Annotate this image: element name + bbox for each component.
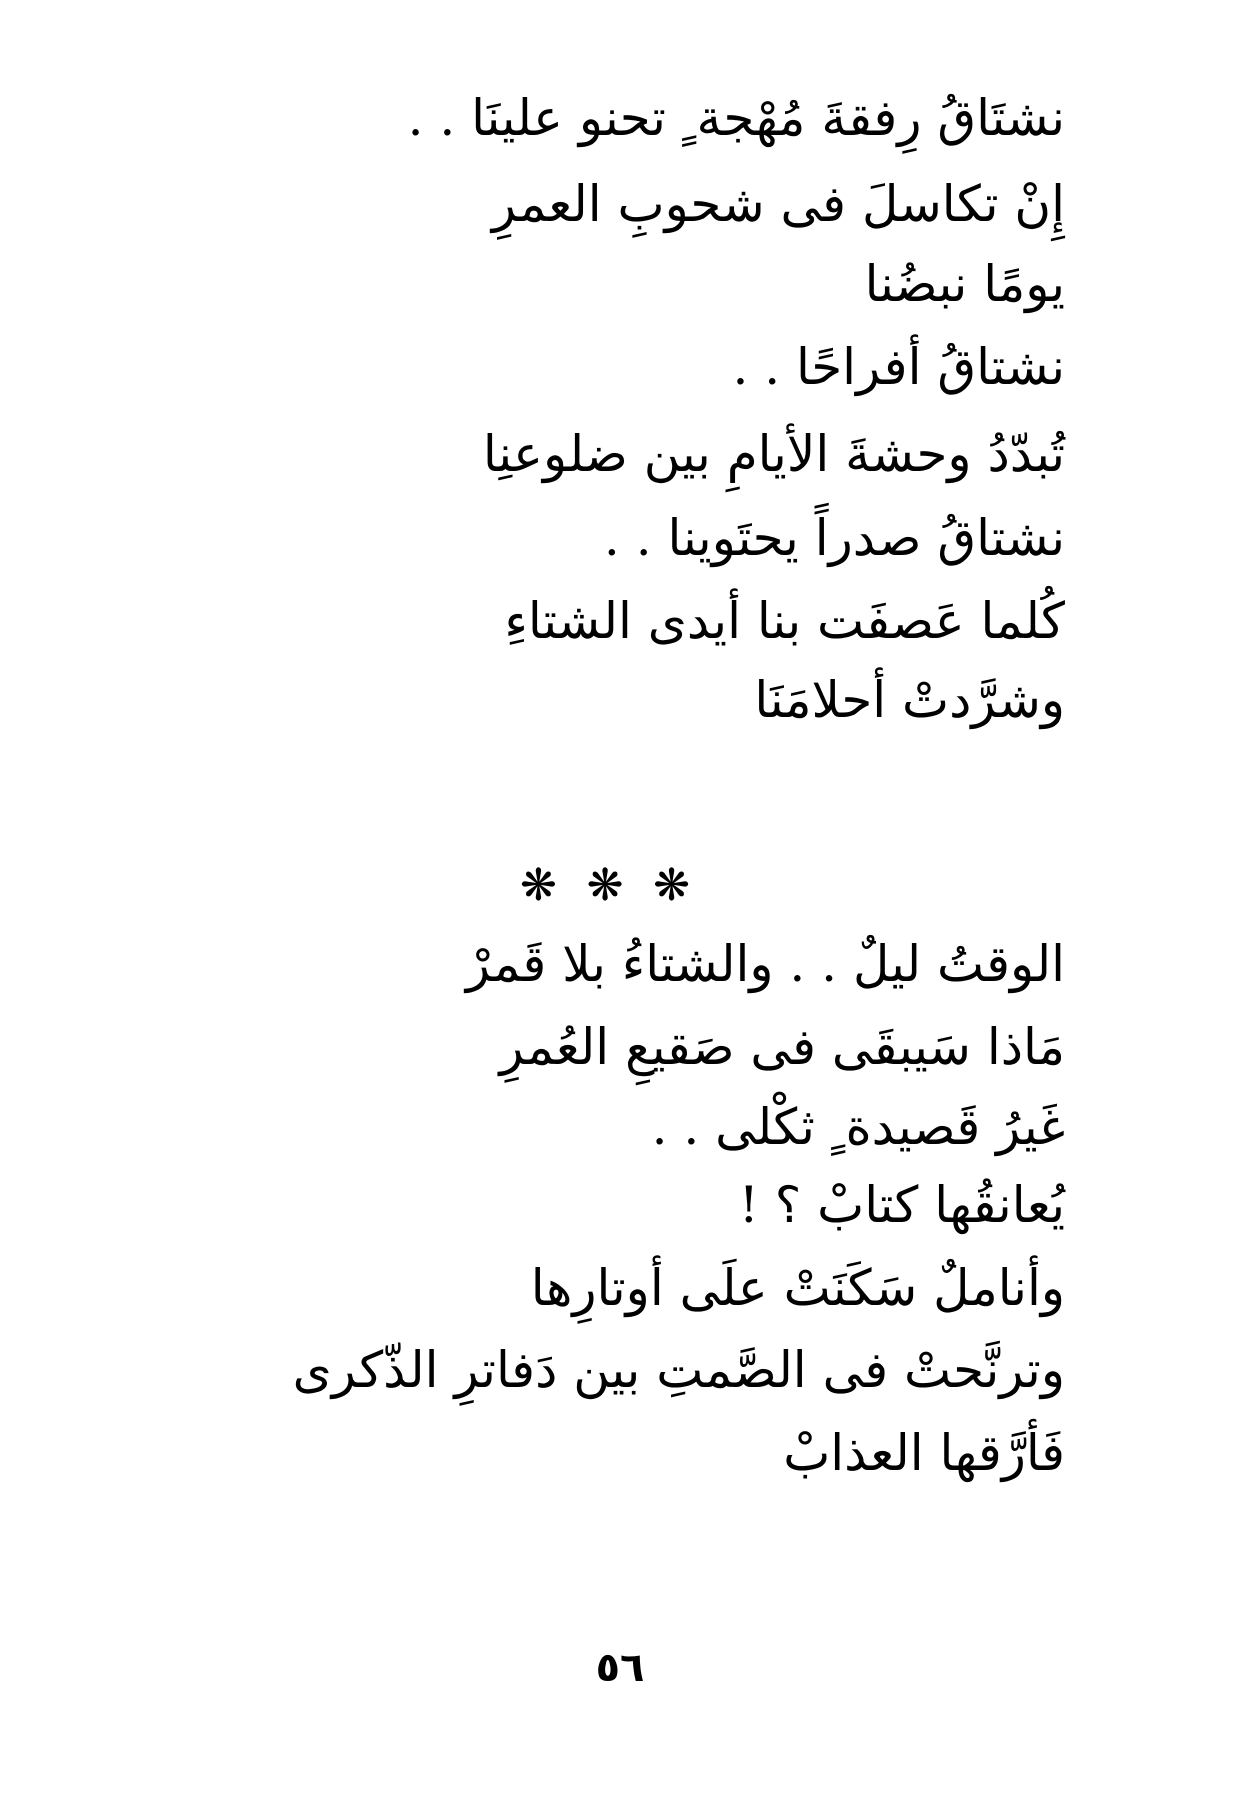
poem-line: فَأرَّقها العذابْ: [783, 1424, 1065, 1482]
poem-line: إِنْ تكاسلَ فى شحوبِ العمرِ: [491, 175, 1065, 233]
poem-line: الوقتُ ليلٌ . . والشتاءُ بلا قَمرْ: [465, 935, 1065, 993]
poem-line: وأناملٌ سَكَنَتْ علَى أوتارِها: [530, 1259, 1065, 1317]
asterisk-icon: ❋: [520, 859, 557, 911]
poem-line: يومًا نبضُنا: [864, 255, 1065, 313]
asterisk-icon: ❋: [653, 859, 690, 911]
page-number: ٥٦: [595, 1645, 645, 1691]
poem-line: تُبدّدُ وحشةَ الأيامِ بين ضلوعنِا: [482, 425, 1065, 483]
poem-line: نشتَاقُ رِفقةَ مُهْجة ٍ تحنو علينَا . .: [407, 89, 1065, 147]
poem-line: نشتاقُ صدراً يحتَوينا . .: [603, 509, 1065, 567]
asterisk-icon: ❋: [586, 859, 624, 911]
poem-line: مَاذا سَيبقَى فى صَقيعِ العُمرِ: [499, 1018, 1065, 1076]
poem-line: نشتاقُ أفراحًا . .: [732, 338, 1065, 396]
poem-line: كُلما عَصفَت بنا أيدى الشتاءِ: [504, 592, 1065, 650]
poem-line: غَيرُ قَصيدة ٍ ثكْلى . .: [651, 1098, 1065, 1156]
poem-line: وشرَّدتْ أحلامَنَا: [754, 671, 1065, 729]
poem-line: وترنَّحتْ فى الصَّمتِ بين دَفاترِ الذّكرى: [292, 1341, 1065, 1399]
stanza-separator: [520, 860, 690, 910]
poem-line: يُعانقُها كتابْ ؟ !: [738, 1176, 1065, 1234]
